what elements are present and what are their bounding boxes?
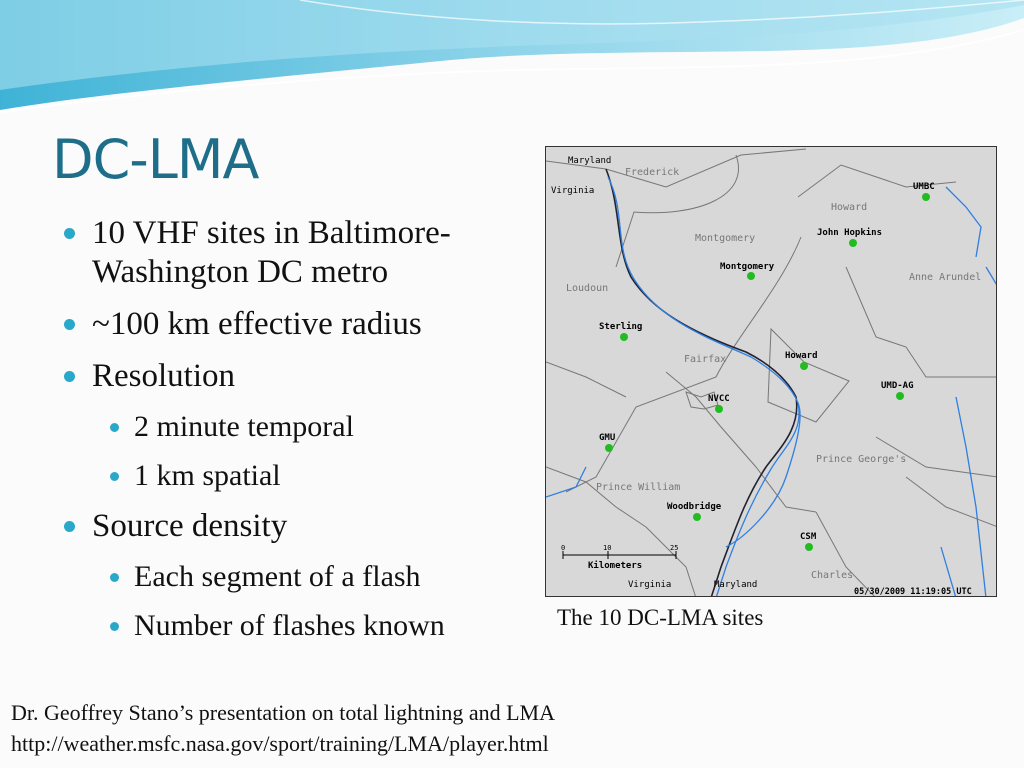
label-charles: Charles [811, 570, 854, 581]
site-label-howard: Howard [785, 351, 818, 361]
scale-tick-10: 10 [603, 544, 612, 552]
sub-bullet-flash-count: Number of flashes known [62, 608, 532, 644]
dc-lma-site-map [545, 146, 997, 597]
bullet-list [62, 214, 532, 657]
map-caption: The 10 DC-LMA sites [557, 605, 764, 630]
site-marker-john-hopkins [849, 239, 857, 247]
site-marker-howard [800, 362, 808, 370]
sub-bullet-temporal: 2 minute temporal [62, 409, 532, 445]
label-prince-william: Prince William [596, 482, 681, 493]
label-loudoun: Loudoun [566, 283, 609, 294]
bullet-source-density: Source density [62, 507, 532, 546]
site-label-gmu: GMU [599, 433, 616, 443]
label-fairfax: Fairfax [684, 354, 727, 365]
label-maryland-top: Maryland [568, 156, 612, 166]
site-markers [605, 193, 930, 551]
site-marker-gmu [605, 444, 613, 452]
scale-tick-0: 0 [561, 544, 566, 552]
site-label-umd-ag: UMD-AG [881, 381, 914, 391]
site-label-umbc: UMBC [913, 182, 935, 192]
site-label-sterling: Sterling [599, 322, 643, 332]
label-frederick: Frederick [625, 167, 680, 178]
sub-bullet-flash-segment: Each segment of a flash [62, 559, 532, 595]
bullet-effective-radius: ~100 km effective radius [62, 305, 532, 344]
label-prince-georges: Prince George's [816, 454, 907, 465]
bullet-vhf-sites: 10 VHF sites in Baltimore-Washington DC metro [62, 214, 532, 292]
label-montgomery-county: Montgomery [695, 233, 756, 244]
label-howard-county: Howard [831, 202, 868, 213]
bullet-resolution: Resolution [62, 357, 532, 396]
label-maryland-bottom: Maryland [714, 580, 758, 590]
scale-tick-25: 25 [670, 544, 679, 552]
credit-url: http://weather.msfc.nasa.gov/sport/training/LMA/player.html [11, 731, 549, 756]
county-boundaries [546, 149, 997, 597]
site-label-john-hopkins: John Hopkins [817, 228, 883, 238]
sub-bullet-spatial: 1 km spatial [62, 458, 532, 494]
label-virginia-bottom: Virginia [628, 580, 672, 590]
site-label-nvcc: NVCC [708, 394, 730, 404]
site-marker-sterling [620, 333, 628, 341]
site-marker-csm [805, 543, 813, 551]
scale-unit: Kilometers [588, 561, 643, 571]
site-label-montgomery: Montgomery [720, 262, 775, 272]
site-marker-umbc [922, 193, 930, 201]
slide-title: DC-LMA [52, 128, 259, 191]
site-label-csm: CSM [800, 532, 817, 542]
site-marker-umd-ag [896, 392, 904, 400]
site-label-woodbridge: Woodbridge [667, 502, 722, 512]
label-virginia-top: Virginia [551, 186, 595, 196]
map-graphic [546, 147, 997, 597]
header-wave-decoration [0, 0, 1024, 120]
map-timestamp: 05/30/2009 11:19:05 UTC [854, 587, 972, 597]
credit-line: Dr. Geoffrey Stano’s presentation on total lightning and LMA [11, 700, 556, 725]
scale-bar [561, 544, 678, 571]
label-anne-arundel: Anne Arundel [909, 272, 982, 283]
site-marker-woodbridge [693, 513, 701, 521]
site-marker-montgomery [747, 272, 755, 280]
site-marker-nvcc [715, 405, 723, 413]
rivers [546, 177, 997, 597]
